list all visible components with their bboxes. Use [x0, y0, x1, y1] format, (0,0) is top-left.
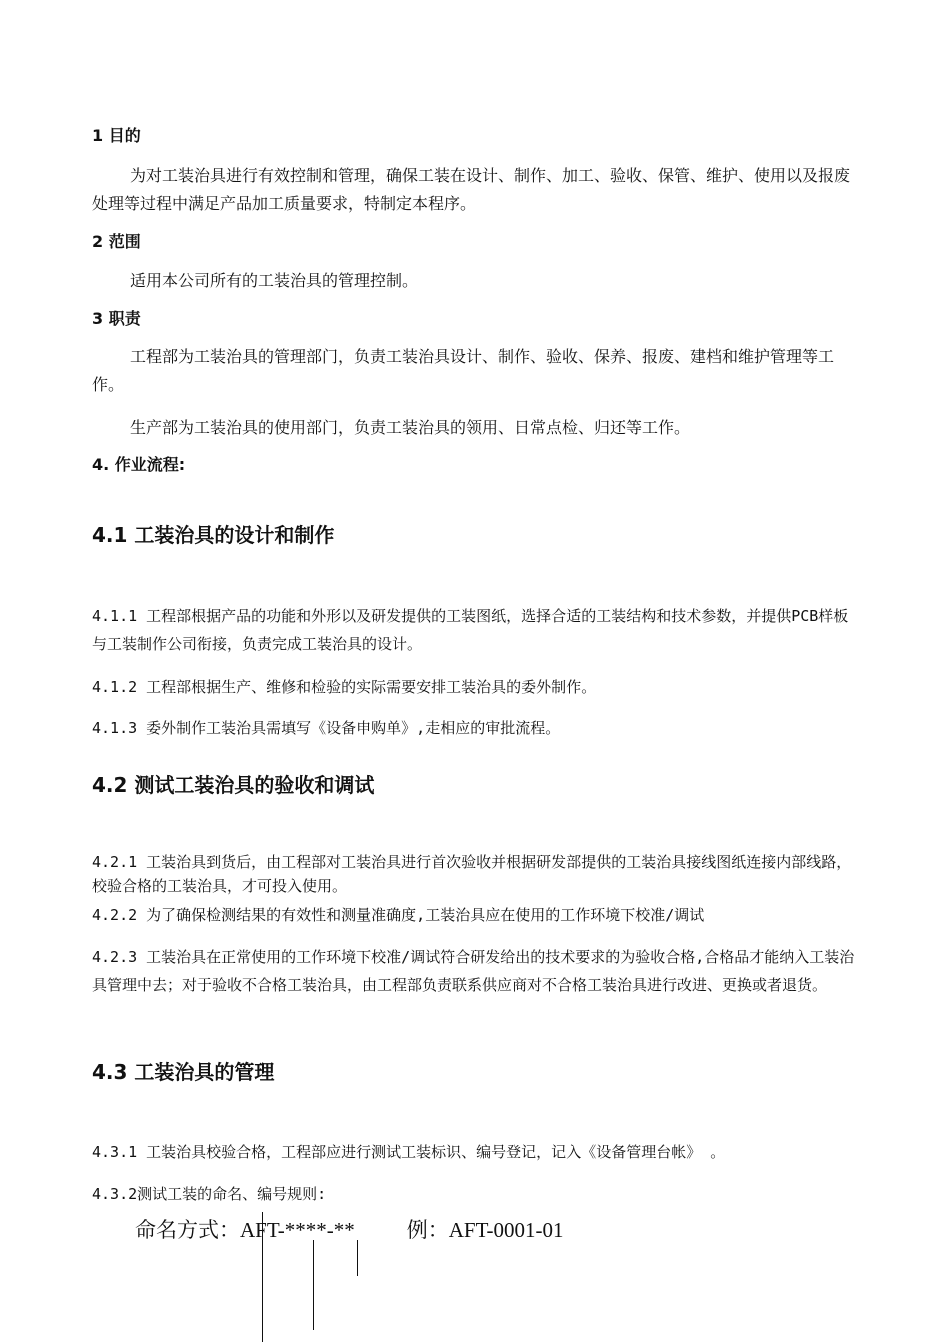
section-title-4-2: 4.2 测试工装治具的验收和调试: [92, 773, 375, 797]
paragraph-4-2-3: 4.2.3 工装治具在正常使用的工作环境下校准/调试符合研发给出的技术要求的为验收合格,合格品才能纳入工装治具管理中去；对于验收不合格工装治具，由工程部负责联系供应商对不合格工装治具进行改进、更换或者退货。: [92, 948, 855, 994]
heading-purpose: 1 目的: [92, 126, 141, 145]
naming-format: 命名方式：AFT-****-**: [135, 1218, 355, 1242]
paragraph-4-1-1: 4.1.1 工程部根据产品的功能和外形以及研发提供的工装图纸，选择合适的工装结构和技术参数，并提供PCB样板与工装制作公司衔接，负责完成工装治具的设计。: [92, 607, 849, 653]
naming-guide-line-serial: [313, 1240, 314, 1330]
naming-guide-line-suffix: [357, 1240, 358, 1276]
naming-guide-line-prefix: [262, 1212, 263, 1342]
heading-duty: 3 职责: [92, 309, 141, 328]
paragraph-purpose: 为对工装治具进行有效控制和管理，确保工装在设计、制作、加工、验收、保管、维护、使用以及报废处理等过程中满足产品加工质量要求，特制定本程序。: [92, 166, 851, 213]
paragraph-scope: 适用本公司所有的工装治具的管理控制。: [130, 271, 419, 290]
paragraph-4-3-2: 4.3.2测试工装的命名、编号规则:: [92, 1185, 327, 1203]
paragraph-duty-engineering: 工程部为工装治具的管理部门，负责工装治具设计、制作、验收、保养、报废、建档和维护管理等工作。: [92, 347, 835, 394]
paragraph-4-2-1: 4.2.1 工装治具到货后，由工程部对工装治具进行首次验收并根据研发部提供的工装治具接线图纸连接内部线路，校验合格的工装治具，才可投入使用。: [92, 853, 852, 895]
section-title-4-1: 4.1 工装治具的设计和制作: [92, 523, 335, 547]
paragraph-4-2-2: 4.2.2 为了确保检测结果的有效性和测量准确度,工装治具应在使用的工作环境下校准/调试: [92, 906, 705, 924]
paragraph-duty-production: 生产部为工装治具的使用部门，负责工装治具的领用、日常点检、归还等工作。: [130, 418, 691, 437]
paragraph-4-1-2: 4.1.2 工程部根据生产、维修和检验的实际需要安排工装治具的委外制作。: [92, 678, 597, 696]
section-title-4-3: 4.3 工装治具的管理: [92, 1060, 275, 1084]
heading-scope: 2 范围: [92, 232, 141, 251]
paragraph-4-3-1: 4.3.1 工装治具校验合格，工程部应进行测试工装标识、编号登记，记入《设备管理台帐》 。: [92, 1143, 726, 1161]
naming-example: 例：AFT-0001-01: [406, 1218, 564, 1242]
paragraph-4-1-3: 4.1.3 委外制作工装治具需填写《设备申购单》,走相应的审批流程。: [92, 719, 561, 737]
heading-process: 4. 作业流程:: [92, 455, 186, 474]
naming-rule-line: [135, 1215, 563, 1245]
